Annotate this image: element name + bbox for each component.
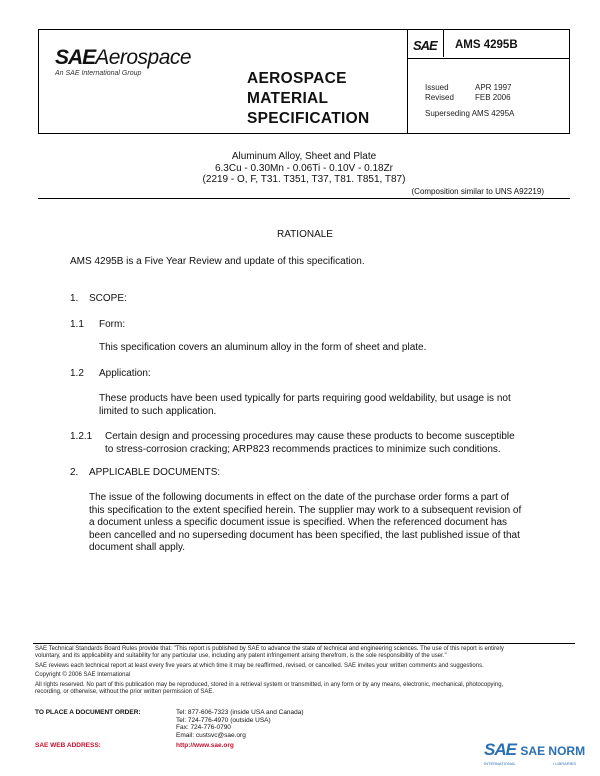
- title-rule: [38, 198, 570, 199]
- order-label: TO PLACE A DOCUMENT ORDER:: [35, 709, 141, 716]
- web-label: SAE WEB ADDRESS:: [35, 742, 101, 749]
- web-link[interactable]: http://www.sae.org: [176, 742, 234, 749]
- doc-type-title: AEROSPACE MATERIAL SPECIFICATION: [247, 70, 370, 127]
- section-1: 1. SCOPE:: [70, 293, 127, 304]
- header-divider-left: [407, 30, 408, 133]
- sae-aerospace-logo: SAEAerospace: [55, 46, 192, 69]
- composition-note: (Composition similar to UNS A92219): [411, 187, 544, 196]
- section-1-2-1-text: Certain design and processing procedures may cause these products to become susceptible to stress-corrosion cracking; ARP823 recommends practices to minimize such conditions.: [105, 431, 515, 455]
- sae-small-logo: SAE: [413, 38, 437, 53]
- header-box: [38, 29, 570, 134]
- spec-number: AMS 4295B: [455, 39, 518, 51]
- order-contacts: [176, 709, 304, 739]
- email-link[interactable]: Email: custsvc@sae.org: [176, 731, 246, 739]
- footer-rule: [33, 643, 575, 644]
- section-1-2-1-num: 1.2.1: [70, 431, 93, 442]
- sae-norm-stamp: SAE SAE NORM: [484, 740, 586, 759]
- footer-legal: SAE Technical Standards Board Rules provide that: "This report is published by SAE to advance the state of technical and engineering sciences. The use of this report is entirely voluntary, and its applicability and suitability for any particular use, including any patent infringement arising therefrom, is the sole responsibility of the user." SAE reviews each technical report at least every five years at which time it may be reaffirmed, revised, or cancelled. SAE invites your written comments and suggestions. Copyright © 2006 SAE International All rights reserved. No part of this publication may be reproduced, stored in a retrieval system or transmitted, in any form or by any means, electronic, mechanical, photocopying, recording, or otherwise, without the prior written permission of SAE.: [35, 646, 504, 696]
- rationale-text: AMS 4295B is a Five Year Review and update of this specification.: [70, 256, 365, 267]
- stamp-subtitle: INTERNATIONAL • LIBRARIES: [484, 761, 577, 766]
- issue-info: Issued APR 1997 Revised FEB 2006 Superseding AMS 4295A: [425, 83, 515, 118]
- material-title: Aluminum Alloy, Sheet and Plate 6.3Cu - 0.30Mn - 0.06Ti - 0.10V - 0.18Zr (2219 - O, F, T31. T351, T37, T81. T851, T87): [202, 151, 406, 185]
- rationale-heading: RATIONALE: [277, 229, 333, 240]
- section-1-1-text: This specification covers an aluminum alloy in the form of sheet and plate.: [99, 342, 427, 353]
- fax: Fax: 724-776-0790: [176, 724, 231, 731]
- phone-intl: Tel: 724-776-4970 (outside USA): [176, 716, 271, 724]
- header-divider-right: [443, 30, 444, 57]
- section-1-2-text: These products have been used typically for parts requiring good weldability, but usage is not limited to such application.: [99, 393, 511, 417]
- phone-usa: Tel: 877-606-7323 (inside USA and Canada): [176, 709, 304, 716]
- header-divider-h: [407, 58, 569, 59]
- section-1-2: 1.2 Application:: [70, 368, 151, 379]
- logo-subtitle: An SAE International Group: [55, 70, 142, 77]
- section-1-1: 1.1 Form:: [70, 319, 126, 330]
- section-2: 2. APPLICABLE DOCUMENTS:: [70, 467, 221, 478]
- section-2-text: The issue of the following documents in effect on the date of the purchase order forms a part of this specification to the extent specified herein. The supplier may work to a subsequent revision of a document unless a specific document issue is specified. When the referenced document has been cancelled and no superseding document has been specified, the last published issue of that document shall apply.: [89, 492, 522, 553]
